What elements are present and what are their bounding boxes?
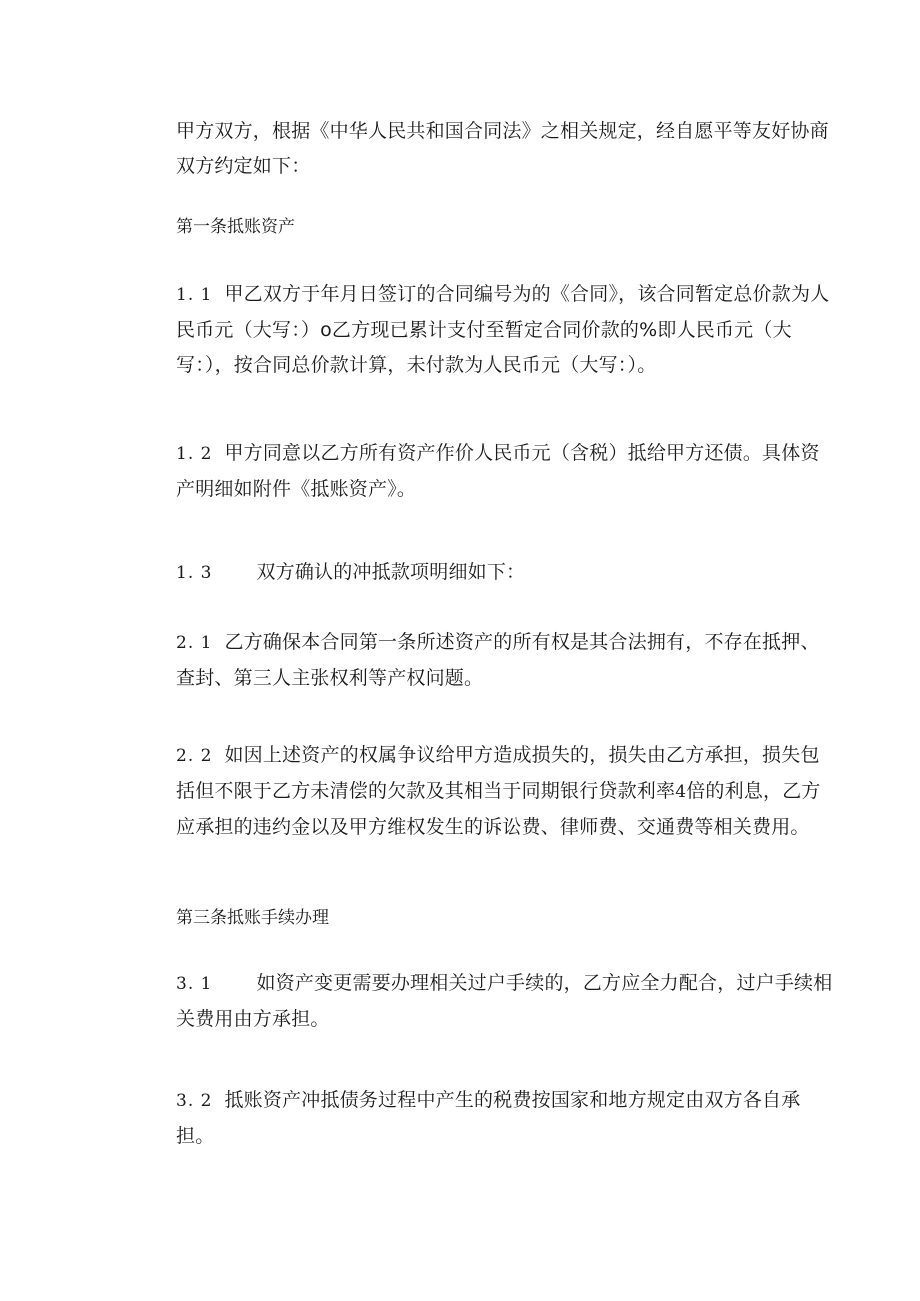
clause-3-1-text: 如资产变更需要办理相关过户手续的，乙方应全力配合，过户手续相关费用由方承担。 xyxy=(176,972,833,1030)
clause-1-1-text: 甲乙双方于年月日签订的合同编号为的《合同》，该合同暂定总价款为人民币元（大写：）o乙方现已累计支付至暂定合同价款的%即人民币元（大写：），按合同总价款计算，未付款为人民币元（大写：）。 xyxy=(176,283,830,376)
clause-1-1-number: 1. 1 xyxy=(176,285,213,305)
clause-2-1 xyxy=(136,625,836,696)
clause-1-3 xyxy=(136,555,836,591)
clause-2-2 xyxy=(136,738,836,845)
clause-2-2-number: 2. 2 xyxy=(176,746,213,766)
clause-3-2-text: 抵账资产冲抵债务过程中产生的税费按国家和地方规定由双方各自承担。 xyxy=(176,1089,801,1147)
clause-1-2 xyxy=(136,436,836,507)
clause-3-2 xyxy=(136,1083,836,1154)
clause-1-3-number: 1. 3 xyxy=(176,563,213,583)
clause-1-1 xyxy=(136,277,836,383)
clause-1-2-text: 甲方同意以乙方所有资产作价人民币元（含税）抵给甲方还债。具体资产明细如附件《抵账资产》。 xyxy=(176,442,820,500)
article-3-title: 第三条抵账手续办理 xyxy=(176,908,329,928)
clause-2-1-number: 2. 1 xyxy=(176,633,213,653)
clause-3-2-number: 3. 2 xyxy=(176,1091,213,1111)
intro-text: 甲方双方，根据《中华人民共和国合同法》之相关规定，经自愿平等友好协商双方约定如下： xyxy=(176,120,829,177)
clause-2-2-text-b: 倍的利息，乙方应承担的违约金以及甲方维权发生的诉讼费、律师费、交通费等相关费用。 xyxy=(176,780,821,838)
clause-1-2-number: 1. 2 xyxy=(176,444,213,464)
clause-2-1-text: 乙方确保本合同第一条所述资产的所有权是其合法拥有，不存在抵押、查封、第三人主张权利等产权问题。 xyxy=(176,631,820,689)
clause-1-3-text: 双方确认的冲抵款项明细如下： xyxy=(256,561,526,583)
article-1-title: 第一条抵账资产 xyxy=(176,217,295,237)
clause-2-2-multiplier: 4 xyxy=(675,782,687,802)
intro-paragraph xyxy=(136,114,836,184)
clause-2-2-text-a: 如因上述资产的权属争议给甲方造成损失的，损失由乙方承担，损失包括但不限于乙方未清偿的欠款及其相当于同期银行贷款利率 xyxy=(176,744,820,802)
clause-3-1-number: 3. 1 xyxy=(176,974,213,994)
clause-3-1 xyxy=(136,966,836,1037)
